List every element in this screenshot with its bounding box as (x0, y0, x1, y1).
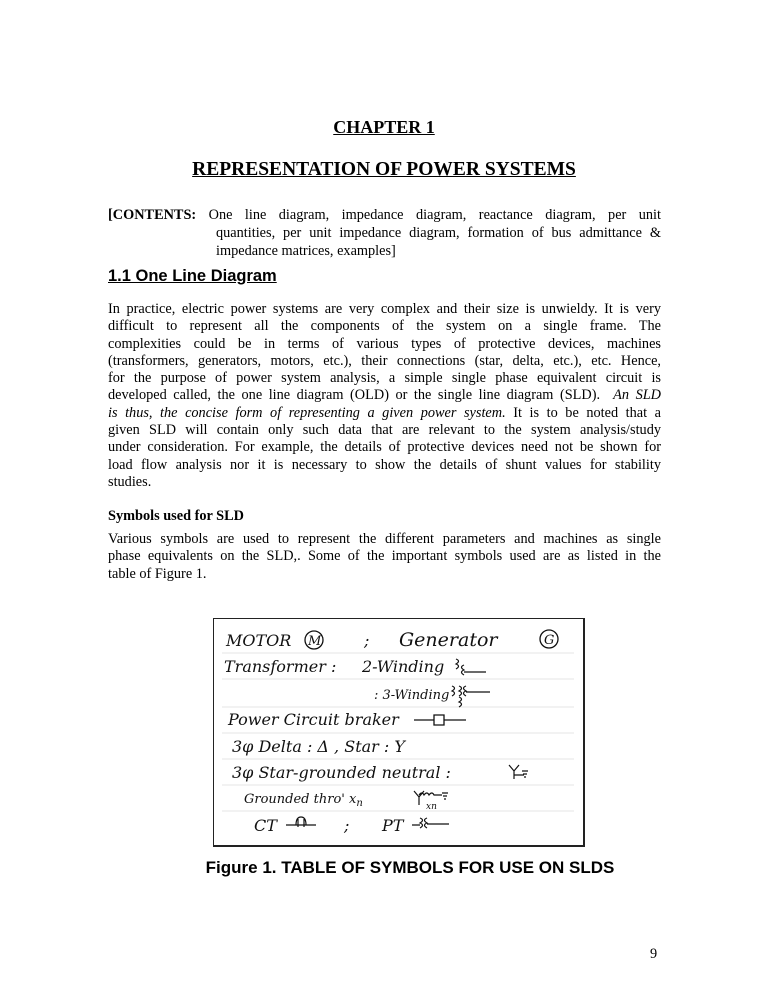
text-line: Various symbols are used to represent the different parameters and machines as single (108, 531, 661, 547)
text-normal: It is to be noted that a (513, 404, 661, 421)
generator-icon (540, 630, 558, 648)
contents-block (108, 206, 661, 260)
circuit-breaker-label: Power Circuit braker (228, 710, 399, 729)
section-heading: 1.1 One Line Diagram (108, 267, 277, 285)
text-italic: An SLD (613, 387, 661, 404)
svg-text:M: M (308, 634, 322, 649)
svg-text:G: G (544, 633, 555, 648)
three-winding-label: : 3-Winding (374, 688, 450, 703)
contents-line: impedance matrices, examples] (216, 243, 396, 259)
generator-label: Generator (399, 629, 498, 651)
text-italic: is thus, the concise form of representing a given power system. (108, 404, 506, 421)
chapter-title: REPRESENTATION OF POWER SYSTEMS (192, 159, 576, 180)
text-line (108, 387, 661, 404)
xn-label: xn (426, 802, 437, 812)
ct-label: CT (254, 816, 277, 835)
text-line: difficult to represent all the components of the system on a single frame. The (108, 318, 661, 335)
current-transformer-icon (286, 817, 316, 827)
star-grounded-label: 3φ Star-grounded neutral : (232, 763, 451, 782)
two-winding-label: 2-Winding (362, 657, 445, 676)
text-line: given SLD will contain only such data that are relevant to the system analysis/study (108, 422, 661, 439)
pt-label: PT (382, 816, 404, 835)
text-line: In practice, electric power systems are very complex and their size is unwieldy. It is very (108, 301, 661, 317)
text-line: phase equivalents on the SLD,. Some of the important symbols used are as listed in the (108, 548, 661, 565)
contents-line: One line diagram, impedance diagram, reactance diagram, per unit (208, 207, 661, 223)
star-grounded-icon (509, 765, 528, 779)
separator: ; (344, 816, 350, 835)
two-winding-transformer-icon (456, 659, 486, 675)
text-normal: developed called, the one line diagram (OLD) or the single line diagram (SLD). (108, 387, 601, 404)
motor-icon (305, 631, 323, 649)
motor-label: MOTOR (226, 631, 292, 650)
handwritten-symbols-table (214, 619, 583, 845)
chapter-heading: CHAPTER 1 (333, 117, 435, 137)
circuit-breaker-icon (414, 715, 466, 725)
contents-label: [CONTENTS: (108, 207, 197, 223)
text-line: table of Figure 1. (108, 565, 207, 582)
figure-symbols-table (213, 618, 585, 847)
transformer-label: Transformer : (224, 657, 337, 676)
subheading-symbols: Symbols used for SLD (108, 508, 244, 524)
contents-line: quantities, per unit impedance diagram, formation of bus admittance & (216, 225, 661, 241)
text-line: studies. (108, 473, 152, 490)
page-number: 9 (650, 946, 658, 962)
three-winding-transformer-icon (452, 686, 490, 707)
text-line: for the purpose of power system analysis, a simple single phase equivalent circuit is (108, 370, 661, 387)
grounded-reactance-label: Grounded thro' $x_n$ (244, 792, 363, 809)
potential-transformer-icon (412, 818, 449, 828)
text-line: (transformers, generators, motors, etc.), their connections (star, delta, etc.), etc. Hence, (108, 352, 661, 369)
text-line (108, 405, 661, 422)
paragraph-symbols (108, 531, 661, 583)
paragraph-one-line-diagram (108, 301, 661, 491)
delta-star-label: 3φ Delta : Δ , Star : Y (232, 737, 405, 756)
figure-caption: Figure 1. TABLE OF SYMBOLS FOR USE ON SLDS (205, 858, 615, 877)
text-line: complexities could be in terms of various types of protective devices, machines (108, 335, 661, 352)
text-line: under consideration. For example, the details of protective devices need not be shown for (108, 439, 661, 456)
text-line: load flow analysis nor it is necessary to show the details of shunt values for stability (108, 456, 661, 473)
separator: ; (364, 631, 370, 650)
